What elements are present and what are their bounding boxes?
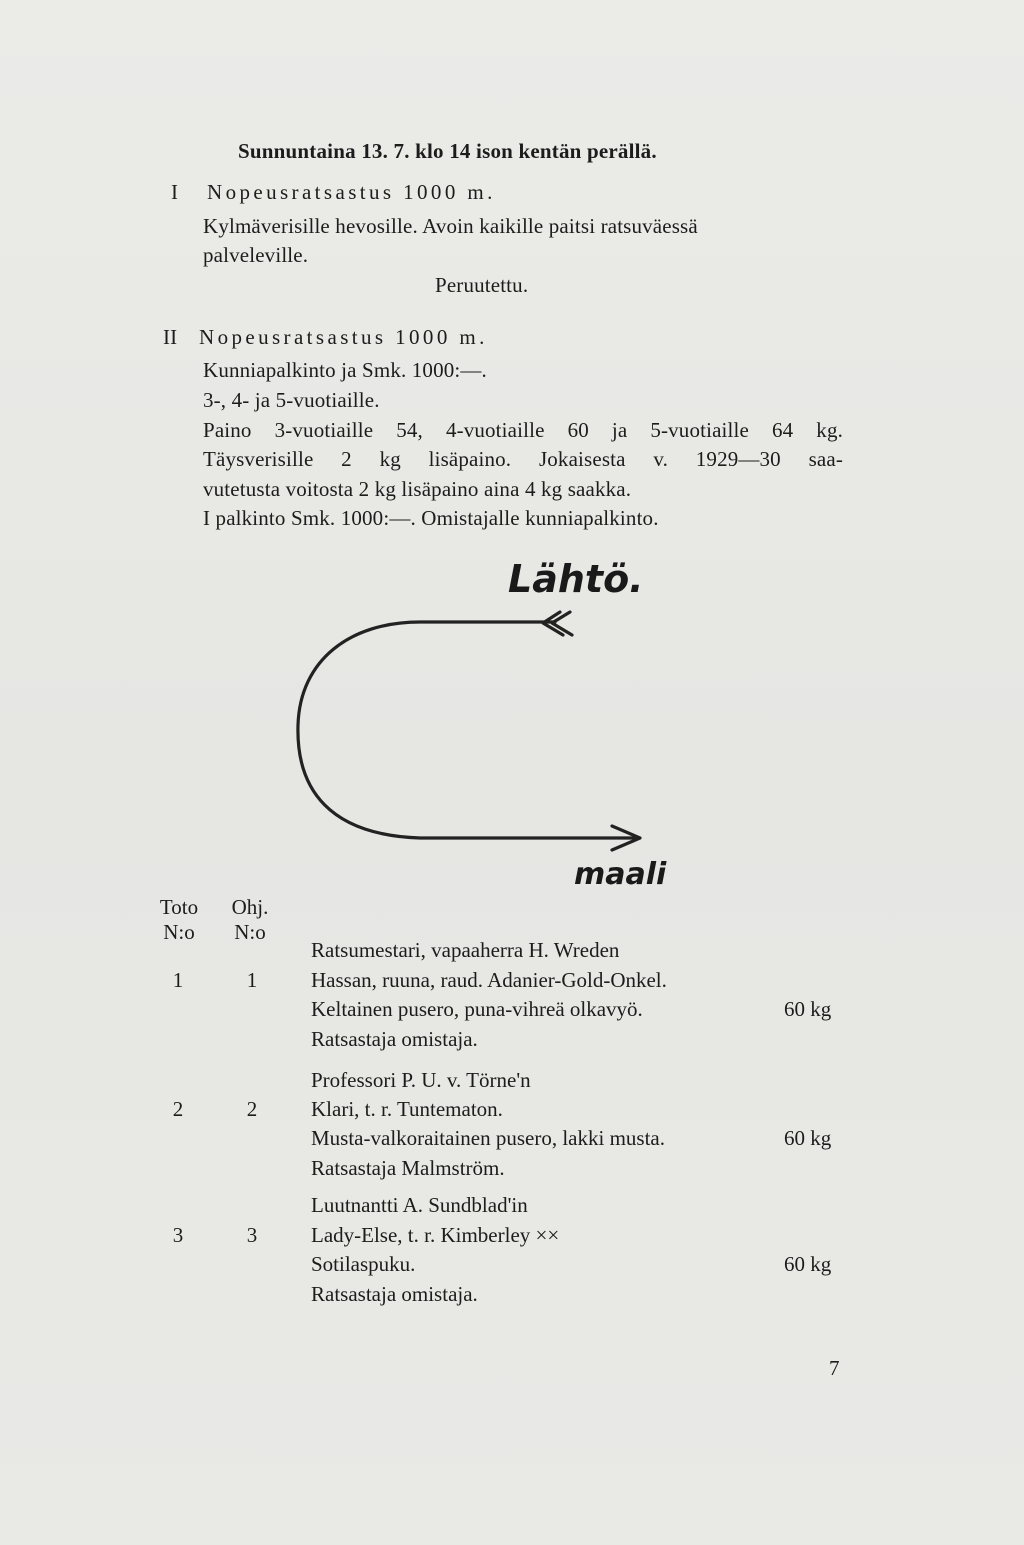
race-1-number: I [171, 180, 179, 204]
entry-toto-number: 2 [172, 1097, 184, 1121]
race-2-line-extra-weight: Täysverisille 2 kg lisäpaino. Jokaisesta v. 1929—30 saa- [203, 447, 843, 471]
race-1-description-line-2: palveleville. [203, 243, 309, 267]
entry-horse: Lady-Else, t. r. Kimberley ×× [311, 1223, 560, 1247]
ohj-column-header: Ohj. [231, 895, 269, 919]
entry-rider: Ratsastaja Malmström. [311, 1156, 505, 1180]
entry-colors: Musta-valkoraitainen pusero, lakki musta. [311, 1126, 665, 1150]
toto-column-subheader: N:o [163, 920, 195, 944]
race-2-line-weights: Paino 3-vuotiaille 54, 4-vuotiaille 60 ja 5-vuotiaille 64 kg. [203, 418, 843, 442]
entry-rider: Ratsastaja omistaja. [311, 1282, 478, 1306]
finish-label: maali [574, 857, 667, 892]
entry-colors: Keltainen pusero, puna-vihreä olkavyö. [311, 997, 643, 1021]
entry-weight: 60 kg [784, 997, 832, 1021]
entry-horse: Klari, t. r. Tuntematon. [311, 1097, 503, 1121]
race-2-number: II [163, 325, 178, 349]
race-1-description-line-1: Kylmäverisille hevosille. Avoin kaikille paitsi ratsuväessä [203, 214, 698, 238]
entry-rider: Ratsastaja omistaja. [311, 1027, 478, 1051]
entry-weight: 60 kg [784, 1252, 832, 1276]
start-label: Lähtö. [508, 557, 644, 601]
race-2-line-ages: 3-, 4- ja 5-vuotiaille. [203, 388, 380, 412]
race-2-title: Nopeusratsastus 1000 m. [199, 325, 488, 349]
entry-owner: Ratsumestari, vapaaherra H. Wreden [311, 938, 620, 962]
entry-ohj-number: 3 [246, 1223, 258, 1247]
race-2-line-extra-weight-cont: vutetusta voitosta 2 kg lisäpaino aina 4 kg saakka. [203, 477, 632, 501]
toto-column-header: Toto [159, 895, 199, 919]
entry-horse: Hassan, ruuna, raud. Adanier-Gold-Onkel. [311, 968, 667, 992]
entry-colors: Sotilaspuku. [311, 1252, 416, 1276]
page-number: 7 [829, 1356, 840, 1380]
entry-ohj-number: 1 [246, 968, 258, 992]
course-track-path [298, 622, 635, 838]
race-1-title: Nopeusratsastus 1000 m. [207, 180, 496, 204]
entry-owner: Luutnantti A. Sundblad'in [311, 1193, 528, 1217]
entry-weight: 60 kg [784, 1126, 832, 1150]
race-2-line-prize: Kunniapalkinto ja Smk. 1000:—. [203, 358, 487, 382]
race-1-status: Peruutettu. [435, 273, 529, 297]
entry-owner: Professori P. U. v. Törne'n [311, 1068, 531, 1092]
page-heading: Sunnuntaina 13. 7. klo 14 ison kentän perällä. [238, 139, 657, 163]
entry-toto-number: 1 [172, 968, 184, 992]
entry-ohj-number: 2 [246, 1097, 258, 1121]
ohj-column-subheader: N:o [234, 920, 266, 944]
entry-toto-number: 3 [172, 1223, 184, 1247]
race-2-line-first-prize: I palkinto Smk. 1000:—. Omistajalle kunniapalkinto. [203, 506, 659, 530]
